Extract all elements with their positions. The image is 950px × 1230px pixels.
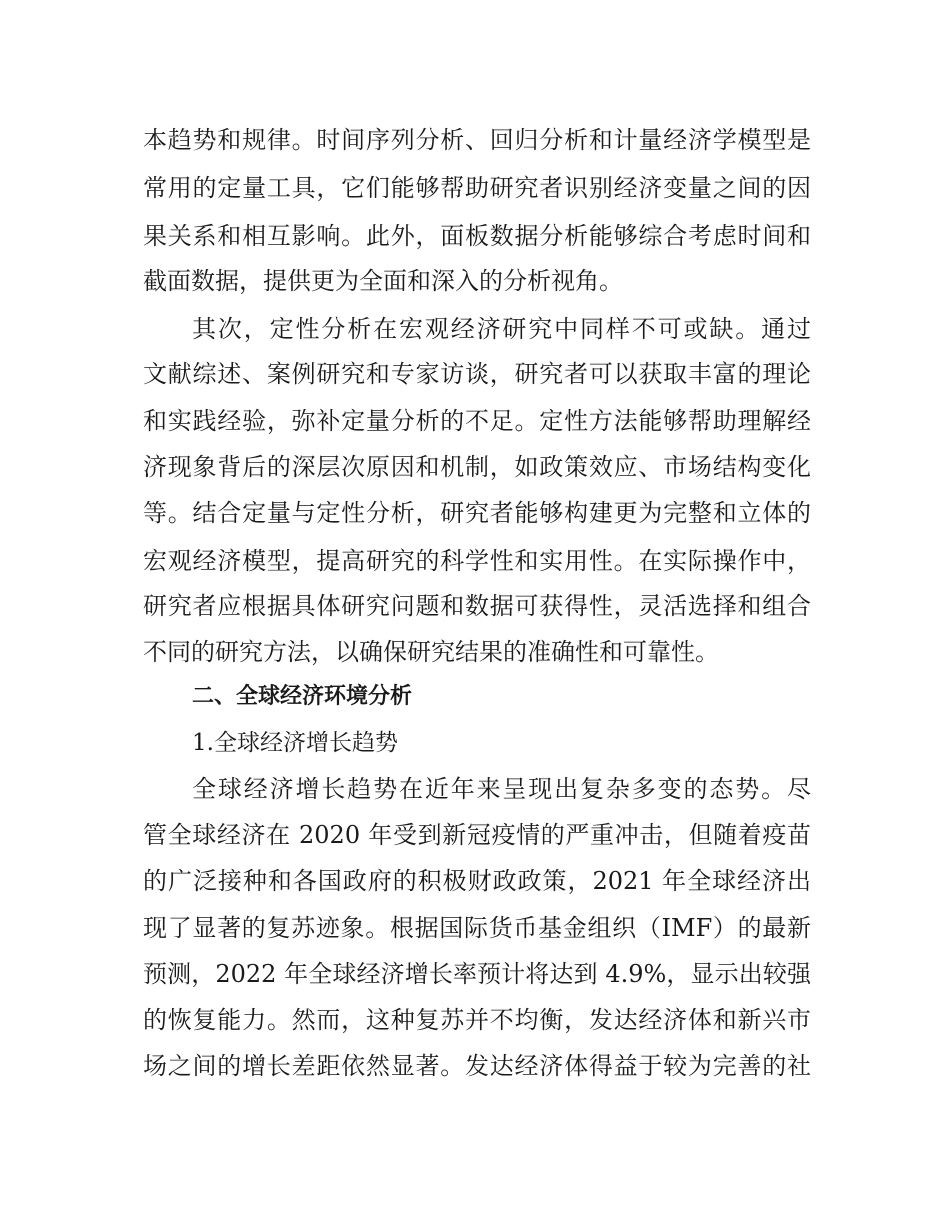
paragraph-3-line-1: 全球经济增长趋势在近年来呈现出复杂多变的态势。尽 <box>192 775 811 803</box>
paragraph-1-line-3: 果关系和相互影响。此外，面板数据分析能够综合考虑时间和 <box>143 222 811 250</box>
paragraph-2-line-1: 其次，定性分析在宏观经济研究中同样不可或缺。通过 <box>192 315 811 343</box>
subsection-heading: 1.全球经济增长趋势 <box>192 730 398 756</box>
paragraph-2-line-8: 不同的研究方法，以确保研究结果的准确性和可靠性。 <box>143 638 719 666</box>
paragraph-2-line-3: 和实践经验，弥补定量分析的不足。定性方法能够帮助理解经 <box>143 407 811 435</box>
paragraph-2-line-7: 研究者应根据具体研究问题和数据可获得性，灵活选择和组合 <box>143 592 811 620</box>
paragraph-3-line-4: 现了显著的复苏迹象。根据国际货币基金组织（IMF）的最新 <box>143 914 811 942</box>
paragraph-1-line-2: 常用的定量工具，它们能够帮助研究者识别经济变量之间的因 <box>143 174 811 202</box>
section-heading: 二、全球经济环境分析 <box>192 684 413 709</box>
paragraph-2-line-2: 文献综述、案例研究和专家访谈，研究者可以获取丰富的理论 <box>143 360 811 388</box>
paragraph-1-line-1: 本趋势和规律。时间序列分析、回归分析和计量经济学模型是 <box>143 126 811 154</box>
paragraph-3-line-3: 的广泛接种和各国政府的积极财政政策，2021 年全球经济出 <box>143 867 811 895</box>
paragraph-3-line-5: 预测，2022 年全球经济增长率预计将达到 4.9%，显示出较强 <box>143 960 811 988</box>
paragraph-2-line-5: 等。结合定量与定性分析，研究者能够构建更为完整和立体的 <box>143 499 811 527</box>
paragraph-1-line-4: 截面数据，提供更为全面和深入的分析视角。 <box>143 267 623 295</box>
paragraph-3-line-2: 管全球经济在 2020 年受到新冠疫情的严重冲击，但随着疫苗 <box>143 821 811 849</box>
paragraph-3-line-6: 的恢复能力。然而，这种复苏并不均衡，发达经济体和新兴市 <box>143 1006 811 1034</box>
paragraph-2-line-4: 济现象背后的深层次原因和机制，如政策效应、市场结构变化 <box>143 453 811 481</box>
paragraph-2-line-6: 宏观经济模型，提高研究的科学性和实用性。在实际操作中， <box>143 547 811 575</box>
paragraph-3-line-7: 场之间的增长差距依然显著。发达经济体得益于较为完善的社 <box>143 1052 811 1080</box>
